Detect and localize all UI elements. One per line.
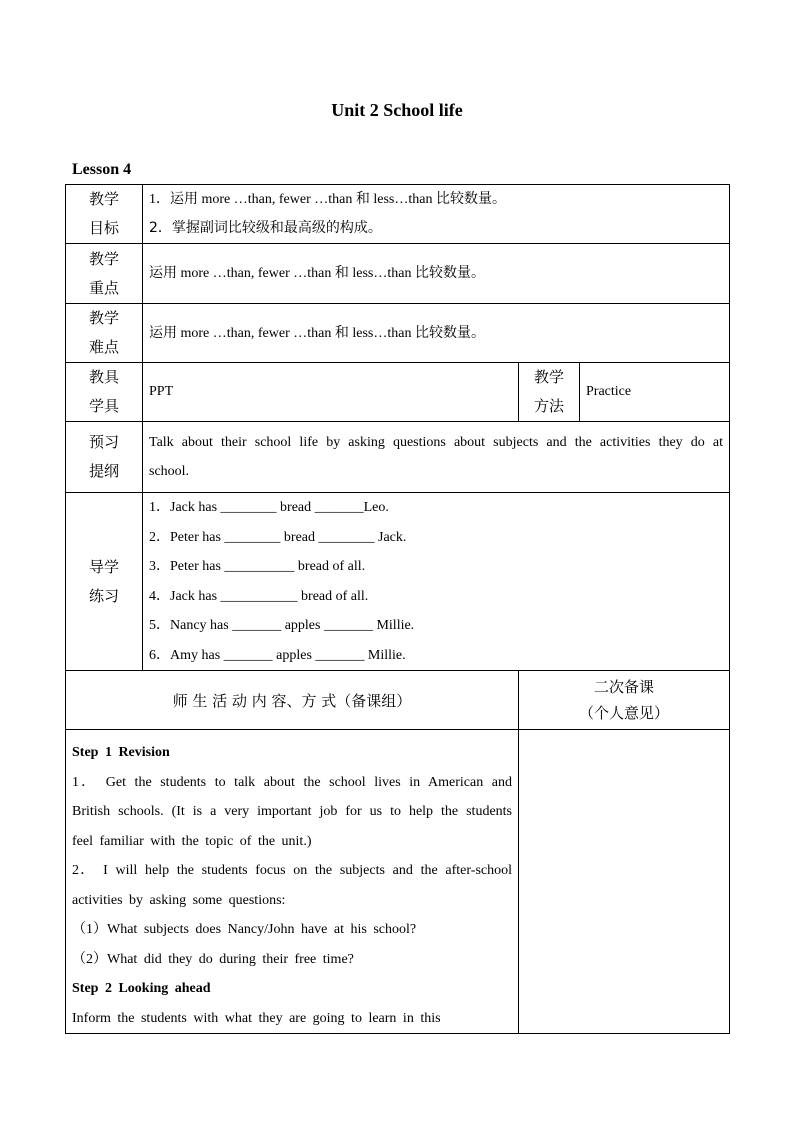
exercises-row <box>66 493 730 671</box>
objectives-label: 教学 目标 <box>66 185 143 244</box>
tools-row <box>66 363 730 422</box>
exercise-item: 2．Peter has ________ bread ________ Jack. <box>149 529 407 545</box>
exercise-item: 6．Amy has _______ apples _______ Millie. <box>149 647 406 663</box>
tools-label: 教具 学具 <box>66 363 143 422</box>
difficulties-row <box>66 304 730 363</box>
exercises-cell <box>143 493 730 671</box>
key-points-row <box>66 244 730 304</box>
activity-paragraph: 1． Get the students to talk about the school lives in American and British schools. (It is a very important job for us to help the students feel familiar with the topic of the unit.) <box>72 774 512 849</box>
activity-body-row <box>66 730 730 1034</box>
activity-question: （2）What did they do during their free time? <box>72 951 354 967</box>
key-points-cell <box>143 244 730 304</box>
second-prep-header: 二次备课 （个人意见） <box>519 671 730 730</box>
activity-header: 师 生 活 动 内 容、方 式（备课组） <box>66 671 519 730</box>
step2-heading: Step 2 Looking ahead <box>72 981 211 996</box>
objectives-cell <box>143 185 730 244</box>
preview-text: Talk about their school life by asking questions about subjects and the activities they do at school. <box>149 435 724 479</box>
exercise-item: 5．Nancy has _______ apples _______ Millie. <box>149 618 415 633</box>
second-prep-notes <box>519 730 730 1034</box>
preview-row <box>66 422 730 493</box>
exercises-label: 导学 练习 <box>66 493 143 671</box>
step1-heading: Step 1 Revision <box>72 745 170 760</box>
activity-question: （1）What subjects does Nancy/John have at his school? <box>72 922 417 937</box>
objectives-row <box>66 185 730 244</box>
activity-paragraph: Inform the students with what they are going to learn in this <box>72 1010 441 1026</box>
tools-value: PPT <box>143 363 519 422</box>
preview-cell <box>143 422 730 493</box>
difficulties-text: 运用 more …than, fewer …than 和 less…than 比较数量。 <box>149 325 485 341</box>
method-label: 教学 方法 <box>519 363 580 422</box>
exercise-item: 1．Jack has ________ bread _______Leo. <box>149 500 389 515</box>
key-points-label: 教学 重点 <box>66 244 143 304</box>
method-value: Practice <box>580 363 730 422</box>
lesson-heading: Lesson 4 <box>72 161 132 178</box>
key-points-text: 运用 more …than, fewer …than 和 less…than 比较数量。 <box>149 266 485 281</box>
document-title: Unit 2 School life <box>331 100 463 120</box>
activity-content <box>66 730 519 1034</box>
activity-paragraph: 2． I will help the students focus on the subjects and the after-school activities by asking some questions: <box>72 863 512 908</box>
difficulties-cell <box>143 304 730 363</box>
objective-item: 2．掌握副词比较级和最高级的构成。 <box>149 220 382 236</box>
difficulties-label: 教学 难点 <box>66 304 143 363</box>
preview-label: 预习 提纲 <box>66 422 143 493</box>
exercise-item: 3．Peter has __________ bread of all. <box>149 559 366 574</box>
exercise-item: 4．Jack has ___________ bread of all. <box>149 588 369 604</box>
activity-header-row <box>66 671 730 730</box>
objective-item: 1．运用 more …than, fewer …than 和 less…than 比较数量。 <box>149 192 506 207</box>
lesson-plan-table <box>65 184 730 1034</box>
